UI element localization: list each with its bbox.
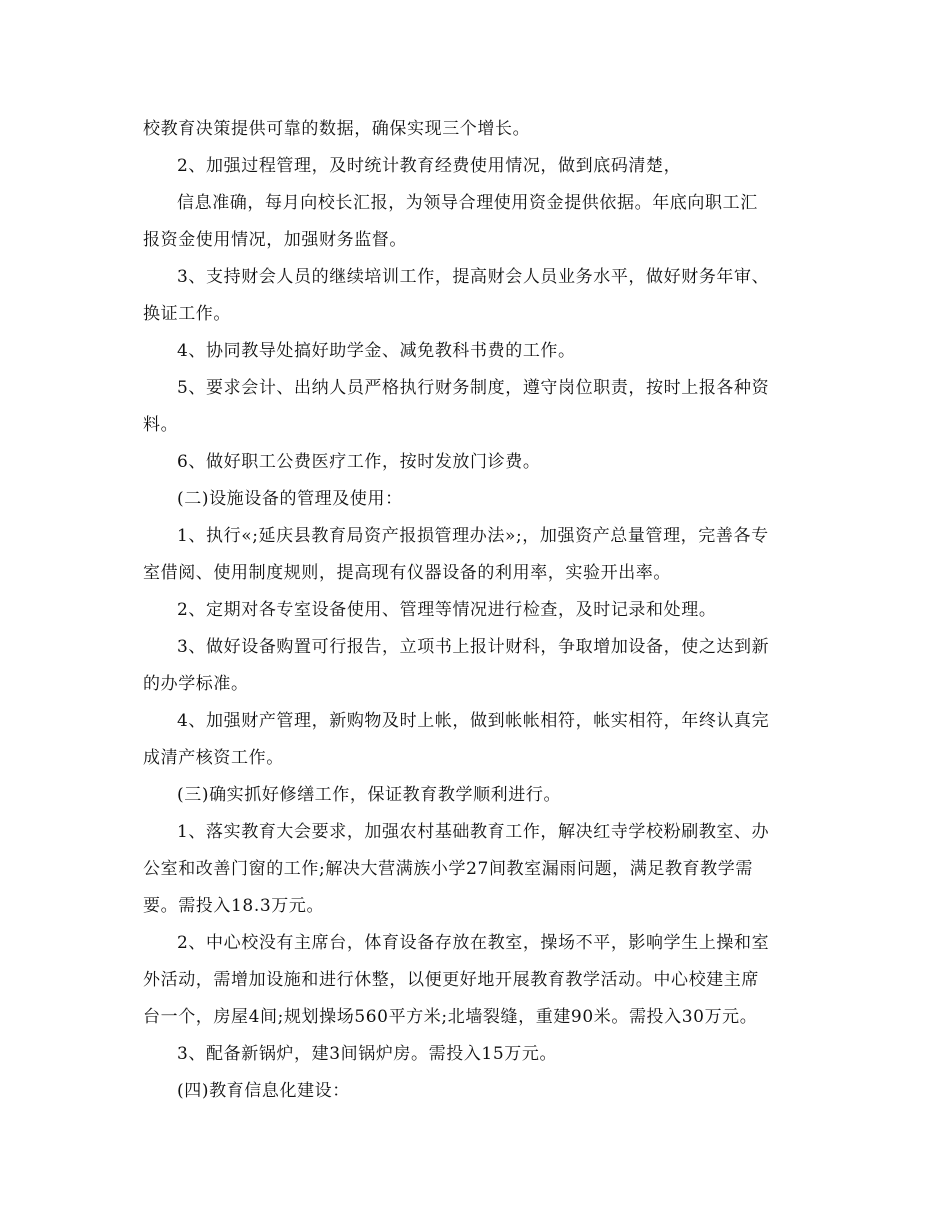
text-line: 校教育决策提供可靠的数据，确保实现三个增长。: [143, 119, 531, 139]
text-line: 的办学标准。: [143, 674, 249, 694]
text-line: 台一个，房屋4间;规划操场560平方米;北墙裂缝，重建90米。需投入30万元。: [143, 1007, 758, 1027]
text-line: 3、做好设备购置可行报告，立项书上报计财科，争取增加设备，使之达到新: [177, 637, 770, 657]
text-line: 成清产核资工作。: [143, 748, 284, 768]
text-line: 2、加强过程管理，及时统计教育经费使用情况，做到底码清楚，: [177, 156, 682, 176]
text-line: 6、做好职工公费医疗工作，按时发放门诊费。: [177, 452, 541, 472]
text-line: 室借阅、使用制度规则，提高现有仪器设备的利用率，实验开出率。: [143, 563, 671, 583]
text-line: 1、执行«;延庆县教育局资产报损管理办法»;，加强资产总量管理，完善各专: [177, 526, 769, 546]
text-line: 公室和改善门窗的工作;解决大营满族小学27间教室漏雨问题，满足教育教学需: [143, 859, 753, 879]
text-line: 报资金使用情况，加强财务监督。: [143, 230, 407, 250]
text-line: 要。需投入18.3万元。: [143, 896, 325, 916]
text-line: 料。: [143, 415, 179, 435]
text-line: 5、要求会计、出纳人员严格执行财务制度，遵守岗位职责，按时上报各种资: [177, 378, 770, 398]
text-line: 3、支持财会人员的继续培训工作，提高财会人员业务水平，做好财务年审、: [177, 267, 770, 287]
text-line: 3、配备新锅炉，建3间锅炉房。需投入15万元。: [177, 1044, 558, 1064]
text-line: 换证工作。: [143, 304, 231, 324]
text-line: 4、协同教导处搞好助学金、减免教科书费的工作。: [177, 341, 576, 361]
text-line: 1、落实教育大会要求，加强农村基础教育工作，解决红寺学校粉刷教室、办: [177, 822, 770, 842]
text-line: 2、中心校没有主席台，体育设备存放在教室，操场不平，影响学生上操和室: [177, 933, 770, 953]
text-line: 信息准确，每月向校长汇报，为领导合理使用资金提供依据。年底向职工汇: [177, 193, 758, 213]
text-line: 2、定期对各专室设备使用、管理等情况进行检查，及时记录和处理。: [177, 600, 717, 620]
section-heading: (四)教育信息化建设：: [177, 1081, 350, 1101]
section-heading: (三)确实抓好修缮工作，保证教育教学顺利进行。: [177, 785, 562, 805]
section-heading: (二)设施设备的管理及使用：: [177, 489, 403, 509]
text-line: 4、加强财产管理，新购物及时上帐，做到帐帐相符，帐实相符，年终认真完: [177, 711, 770, 731]
text-line: 外活动，需增加设施和进行休整，以便更好地开展教育教学活动。中心校建主席: [143, 970, 759, 990]
